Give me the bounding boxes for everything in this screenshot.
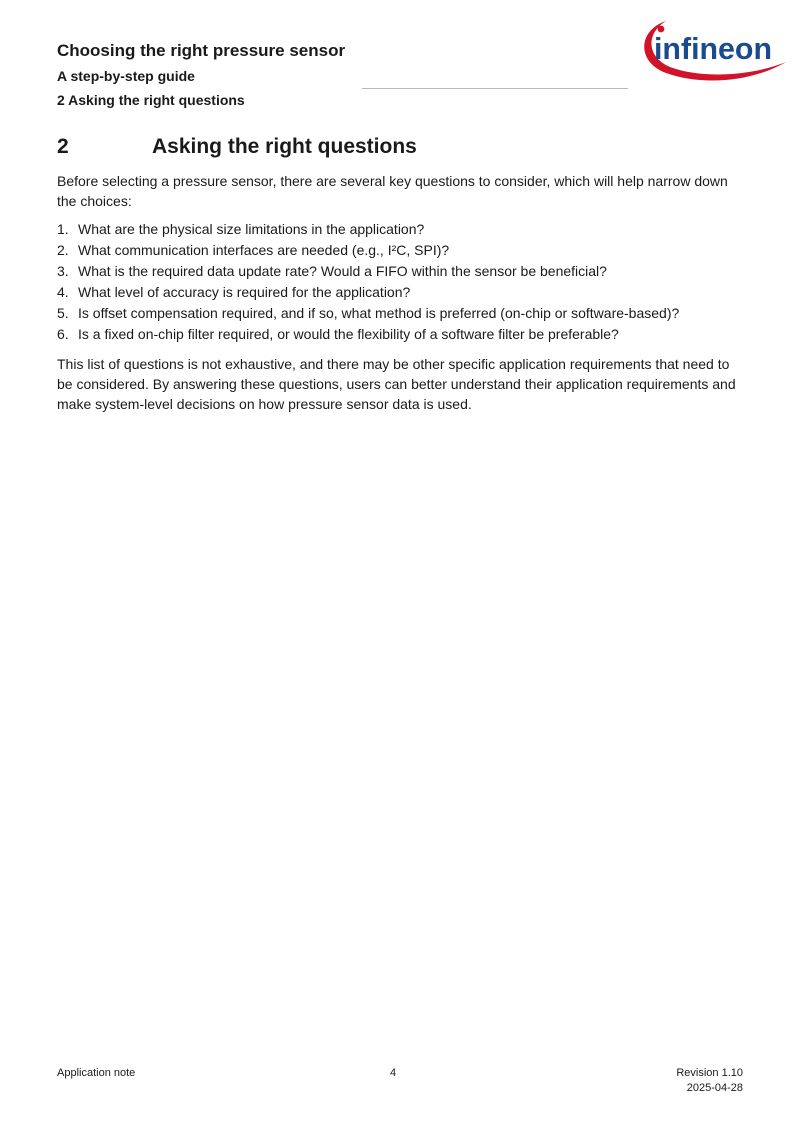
footer-revision-block xyxy=(676,1066,743,1096)
footer-doc-type: Application note xyxy=(57,1067,136,1079)
main-content xyxy=(57,133,743,414)
page-number: 4 xyxy=(390,1067,397,1079)
infineon-logo xyxy=(640,16,788,84)
list-item-number: 2. xyxy=(57,242,69,258)
page-header xyxy=(57,40,345,110)
list-item-text: What communication interfaces are needed (e.g., I²C, SPI)? xyxy=(78,242,450,258)
closing-paragraph: This list of questions is not exhaustive, and there may be other specific application requirements that need to be considered. By answering these questions, users can better understand their application requirements and make system-level decisions on how pressure sensor data is used. xyxy=(57,356,736,412)
list-item-text: What are the physical size limitations in the application? xyxy=(78,221,425,237)
revision-date: 2025-04-28 xyxy=(686,1082,743,1094)
list-item-number: 5. xyxy=(57,305,69,321)
running-section-title: 2 Asking the right questions xyxy=(57,92,245,108)
list-item-text: What is the required data update rate? Would a FIFO within the sensor be beneficial? xyxy=(78,263,607,279)
list-item-number: 4. xyxy=(57,284,69,300)
list-item xyxy=(57,282,743,303)
question-list xyxy=(57,219,743,345)
list-item xyxy=(57,219,743,240)
list-item xyxy=(57,240,743,261)
list-item-text: Is a fixed on-chip filter required, or would the flexibility of a software filter be preferable? xyxy=(78,326,619,342)
list-item xyxy=(57,261,743,282)
document-title: Choosing the right pressure sensor xyxy=(57,41,346,60)
list-item-number: 6. xyxy=(57,326,69,342)
section-heading-text: Asking the right questions xyxy=(152,135,417,158)
list-item-text: Is offset compensation required, and if so, what method is preferred (on-chip or software-based)? xyxy=(78,305,680,321)
list-item-number: 1. xyxy=(57,221,69,237)
section-heading-number: 2 xyxy=(57,135,69,158)
list-item xyxy=(57,324,743,345)
list-item-text: What level of accuracy is required for the application? xyxy=(78,284,411,300)
revision-label: Revision 1.10 xyxy=(676,1067,743,1079)
list-item-number: 3. xyxy=(57,263,69,279)
document-subtitle: A step-by-step guide xyxy=(57,68,195,84)
header-divider xyxy=(362,88,628,89)
logo-wordmark: infineon xyxy=(654,31,772,66)
intro-paragraph: Before selecting a pressure sensor, there are several key questions to consider, which will help narrow down the choices: xyxy=(57,173,728,209)
list-item xyxy=(57,303,743,324)
section-heading xyxy=(57,133,743,161)
